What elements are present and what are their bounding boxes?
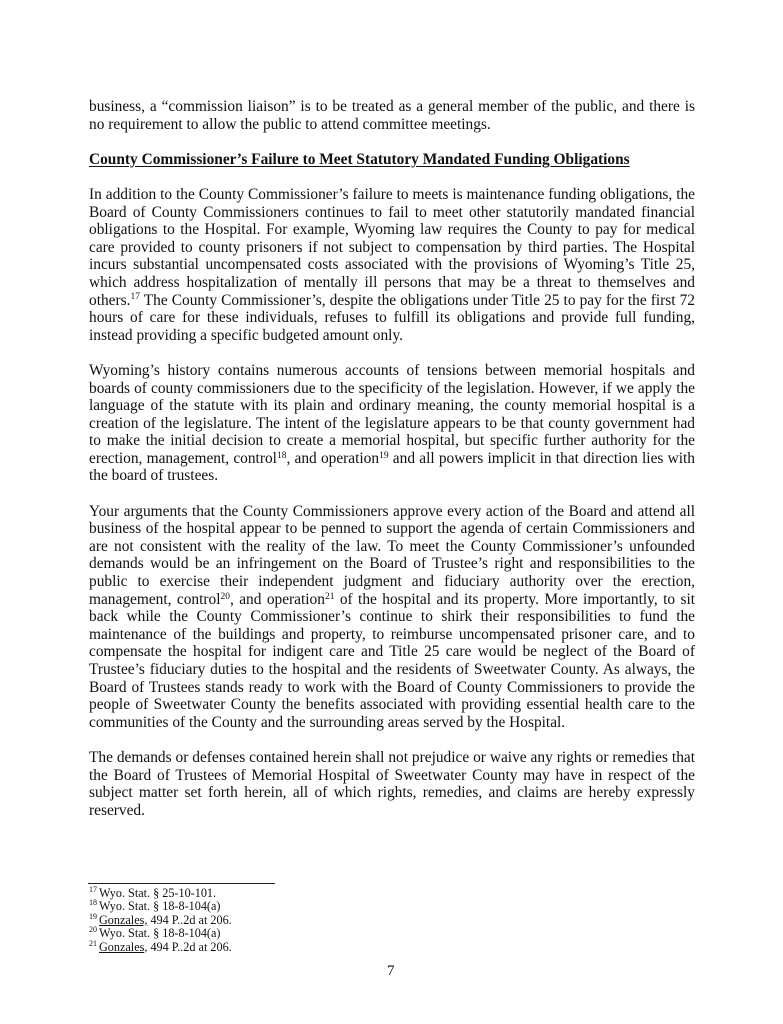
footnote-20 bbox=[89, 927, 232, 940]
case-name: Gonzales, bbox=[99, 939, 148, 954]
paragraph-text: and all powers implicit in that direction lies with the board of trustees. bbox=[89, 449, 695, 485]
footnote-text: 494 P..2d at 206. bbox=[147, 939, 232, 954]
footnote-17 bbox=[89, 884, 232, 900]
paragraph-text: of the hospital and its property. More importantly, to sit back while the County Commissioner’s continue to shirk their responsibilities to fund the maintenance of the buildings and property, to reimburse uncompensated prisoner care, and to compensate the hospital for indigent care and Title 25 care would be neglect of the Board of Trustee’s fiduciary duties to the hospital and the residents of Sweetwater County. As always, the Board of Trustees stands ready to work with the Board of County Commissioners to provide the people of Sweetwater County the benefits associated with providing essential health care to the communities of the County and the surrounding areas served by the Hospital. bbox=[89, 590, 696, 731]
paragraph-funding-obligations bbox=[89, 186, 695, 344]
footnote-19 bbox=[89, 911, 232, 927]
paragraph-text: In addition to the County Commissioner’s failure to meets is maintenance funding obligations, the Board of County Commissioners continues to fail to meet other statutorily mandated financial obligations to the Hospital. For example, Wyoming law requires the County to pay for medical care provided to county prisoners if not subject to compensation by third parties. The Hospital incurs substantial uncompensated costs associated with the provisions of Wyoming’s Title 25, which address hospitalization of mentally ill persons that may be a threat to themselves and others. bbox=[89, 185, 695, 309]
document-page bbox=[89, 98, 695, 837]
footnote-number: 18 bbox=[89, 898, 97, 908]
footnote-text: Wyo. Stat. § 25-10-101. bbox=[99, 886, 217, 900]
footnote-divider bbox=[88, 883, 275, 884]
footnote-number: 21 bbox=[89, 938, 97, 948]
footnote-18 bbox=[89, 900, 232, 913]
footnote-ref-20[interactable]: 20 bbox=[220, 591, 230, 602]
paragraph-arguments bbox=[89, 503, 695, 732]
footnote-number: 17 bbox=[89, 884, 97, 894]
footnote-text: Wyo. Stat. § 18-8-104(a) bbox=[99, 899, 221, 914]
paragraph-intro: business, a “commission liaison” is to be treated as a general member of the public, and there is no requirement to allow the public to attend committee meetings. bbox=[89, 98, 695, 133]
paragraph-text: Wyoming’s history contains numerous accounts of tensions between memorial hospitals and boards of county commissioners due to the specificity of the legislation. However, if we apply the language of the statute with its plain and ordinary meaning, the county memorial hospital is a creation of the legislature. The intent of the legislature appears to be that county government had to make the initial decision to create a memorial hospital, but specific further authority for the erection, management, control bbox=[89, 361, 695, 467]
paragraph-history bbox=[89, 362, 695, 485]
footnote-number: 20 bbox=[89, 925, 97, 935]
footnote-ref-19[interactable]: 19 bbox=[379, 450, 389, 461]
page-number: 7 bbox=[387, 963, 395, 979]
paragraph-text: Your arguments that the County Commissioners approve every action of the Board and attend all business of the hospital appear to be penned to support the agenda of certain Commissioners and are not consistent with the reality of the law. To meet the County Commissioner’s unfounded demands would be an infringement on the Board of Trustee’s right and responsibilities to the public to exercise their independent judgment and fiduciary authority over the erection, management, control bbox=[89, 502, 695, 608]
footnote-21 bbox=[89, 938, 232, 954]
footnote-ref-17[interactable]: 17 bbox=[130, 292, 140, 303]
footnote-text: Wyo. Stat. § 18-8-104(a) bbox=[99, 926, 221, 941]
paragraph-text: The County Commissioner’s, despite the obligations under Title 25 to pay for the first 72 hours of care for these individuals, refuses to fulfill its obligations and provide full funding, instead providing a specific budgeted amount only. bbox=[89, 291, 695, 344]
paragraph-text: , and operation bbox=[286, 449, 380, 467]
footnote-number: 19 bbox=[89, 911, 97, 921]
case-name: Gonzales, bbox=[99, 912, 148, 927]
footnotes bbox=[89, 884, 232, 954]
paragraph-text: , and operation bbox=[229, 590, 325, 608]
footnote-text: 494 P..2d at 206. bbox=[147, 912, 232, 927]
section-heading: County Commissioner’s Failure to Meet Statutory Mandated Funding Obligations bbox=[89, 150, 630, 168]
footnote-ref-18[interactable]: 18 bbox=[276, 450, 287, 461]
paragraph-reservation-of-rights: The demands or defenses contained herein shall not prejudice or waive any rights or remedies that the Board of Trustees of Memorial Hospital of Sweetwater County may have in respect of the subject matter set forth herein, all of which rights, remedies, and claims are hereby expressly reserved. bbox=[89, 748, 695, 819]
footnote-ref-21[interactable]: 21 bbox=[324, 591, 335, 602]
